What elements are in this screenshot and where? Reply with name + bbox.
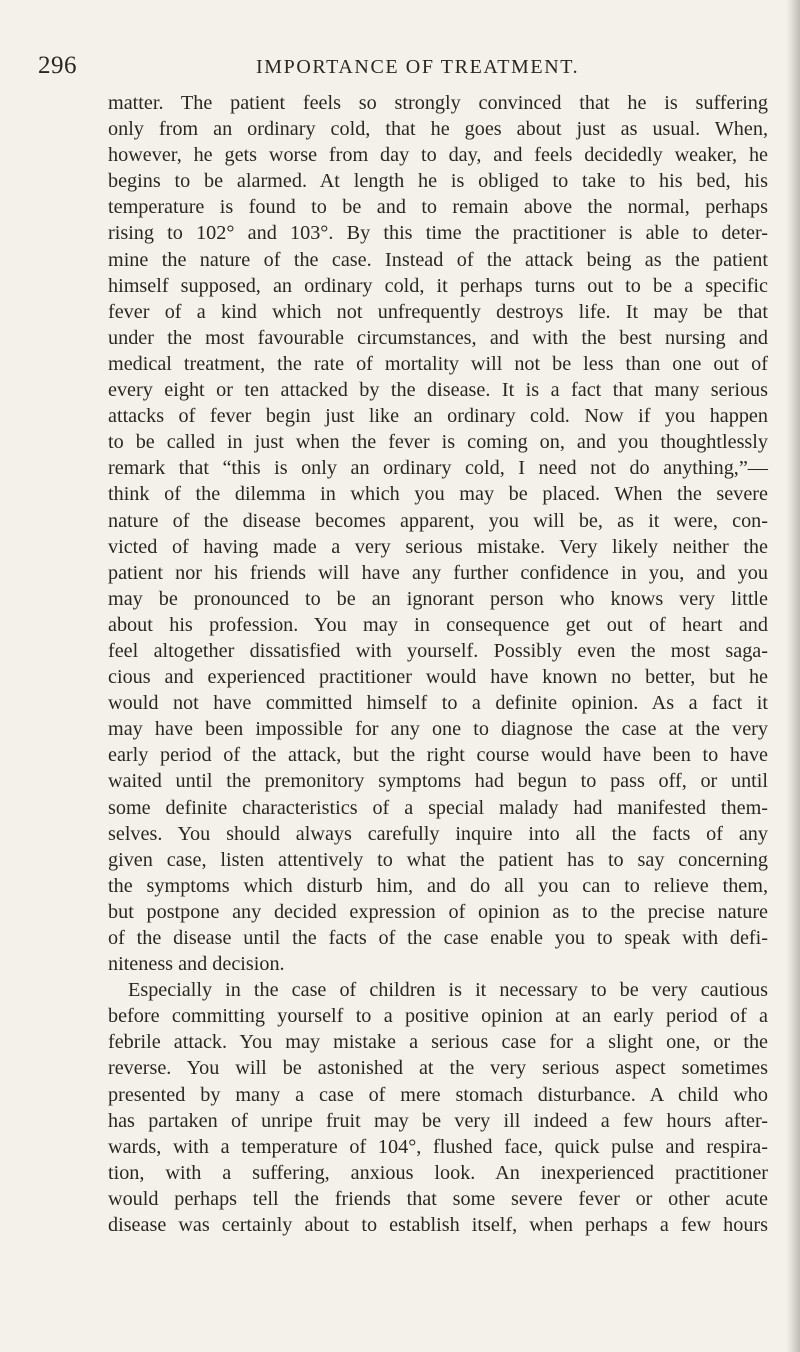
text-line: fever of a kind which not unfrequently destroys life. It may be that xyxy=(108,300,768,323)
text-line: however, he gets worse from day to day, and feels decidedly weaker, he xyxy=(108,144,768,167)
running-head xyxy=(38,52,758,86)
text-line: may be pronounced to be an ignorant person who knows very little xyxy=(108,587,768,610)
paragraph-1 xyxy=(108,90,768,977)
page-edge-shadow xyxy=(786,0,800,1352)
text-line: mine the nature of the case. Instead of the attack being as the patient xyxy=(108,248,768,271)
text-line: victed of having made a very serious mistake. Very likely neither the xyxy=(108,535,768,558)
paragraph-2 xyxy=(108,977,768,1238)
text-line: begins to be alarmed. At length he is obliged to take to his bed, his xyxy=(108,170,768,193)
text-line: of the disease until the facts of the case enable you to speak with defi- xyxy=(108,927,768,949)
text-line: presented by many a case of mere stomach disturbance. A child who xyxy=(108,1083,768,1106)
text-line: waited until the premonitory symptoms had begun to pass off, or until xyxy=(108,770,768,793)
text-line: tion, with a suffering, anxious look. An inexperienced practitioner xyxy=(108,1161,768,1184)
page-number: 296 xyxy=(38,52,77,79)
text-line: patient nor his friends will have any further confidence in you, and you xyxy=(108,561,768,584)
text-line: niteness and decision. xyxy=(108,953,285,976)
text-line: has partaken of unripe fruit may be very ill indeed a few hours after- xyxy=(108,1109,768,1132)
text-line: disease was certainly about to establish itself, when perhaps a few hours xyxy=(108,1214,768,1237)
text-line: under the most favourable circumstances, and with the best nursing and xyxy=(108,326,768,349)
text-line: remark that “this is only an ordinary cold, I need not do anything,”— xyxy=(108,457,768,480)
text-line: but postpone any decided expression of opinion as to the precise nature xyxy=(108,900,768,923)
text-line: about his profession. You may in consequence get out of heart and xyxy=(108,613,768,636)
body-text xyxy=(108,90,768,1238)
text-line: attacks of fever begin just like an ordinary cold. Now if you happen xyxy=(108,405,768,428)
text-line: temperature is found to be and to remain above the normal, perhaps xyxy=(108,196,768,219)
text-line: given case, listen attentively to what the patient has to say concerning xyxy=(108,848,768,871)
text-line: reverse. You will be astonished at the very serious aspect sometimes xyxy=(108,1057,768,1080)
text-line: feel altogether dissatisfied with yourself. Possibly even the most saga- xyxy=(108,639,768,662)
text-line: selves. You should always carefully inquire into all the facts of any xyxy=(108,822,768,845)
text-line: every eight or ten attacked by the disease. It is a fact that many serious xyxy=(108,379,768,402)
text-line: febrile attack. You may mistake a serious case for a slight one, or the xyxy=(108,1031,768,1054)
text-line: nature of the disease becomes apparent, you will be, as it were, con- xyxy=(108,509,768,532)
text-line: may have been impossible for any one to diagnose the case at the very xyxy=(108,718,768,741)
text-line: would not have committed himself to a definite opinion. As a fact it xyxy=(108,692,768,715)
text-line: medical treatment, the rate of mortality will not be less than one out of xyxy=(108,352,768,375)
text-line: himself supposed, an ordinary cold, it perhaps turns out to be a specific xyxy=(108,274,768,297)
text-line: to be called in just when the fever is coming on, and you thoughtlessly xyxy=(108,431,768,454)
running-title: IMPORTANCE OF TREATMENT. xyxy=(256,56,580,78)
text-line: Especially in the case of children is it necessary to be very cautious xyxy=(128,979,768,1002)
text-line: think of the dilemma in which you may be placed. When the severe xyxy=(108,483,768,506)
text-line: wards, with a temperature of 104°, flushed face, quick pulse and respira- xyxy=(108,1135,768,1158)
text-line: some definite characteristics of a special malady had manifested them- xyxy=(108,796,768,819)
text-line: cious and experienced practitioner would have known no better, but he xyxy=(108,666,768,689)
text-line: the symptoms which disturb him, and do all you can to relieve them, xyxy=(108,874,768,897)
text-line: would perhaps tell the friends that some severe fever or other acute xyxy=(108,1187,768,1210)
text-line: early period of the attack, but the right course would have been to have xyxy=(108,744,768,767)
text-line: matter. The patient feels so strongly convinced that he is suffering xyxy=(108,92,768,114)
text-line: only from an ordinary cold, that he goes about just as usual. When, xyxy=(108,118,768,141)
text-line: before committing yourself to a positive opinion at an early period of a xyxy=(108,1005,768,1028)
text-line: rising to 102° and 103°. By this time the practitioner is able to deter- xyxy=(108,222,768,245)
